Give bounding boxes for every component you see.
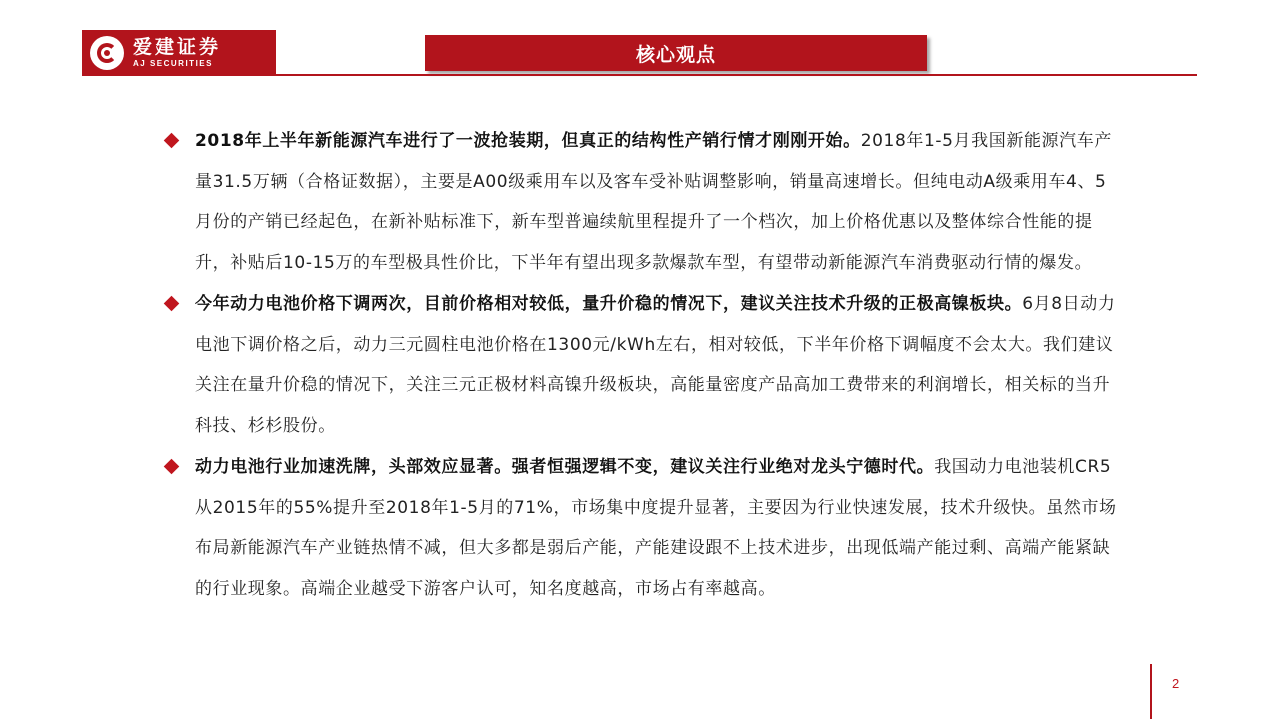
key-point-1 — [163, 121, 1123, 283]
key-point-3 — [163, 447, 1123, 609]
page-title: 核心观点 — [635, 43, 716, 66]
key-point-body: 我国动力电池装机CR5从2015年的55%提升至2018年1-5月的71%，市场集中度提升显著，主要因为行业快速发展，技术升级快。虽然市场布局新能源汽车产业链热情不减，但大多都是弱后产能，产能建设跟不上技术进步，出现低端产能过剩、高端产能紧缺的行业现象。高端企业越受下游客户认可，知名度越高，市场占有率越高。 — [195, 457, 1117, 599]
key-point-lead: 动力电池行业加速洗牌，头部效应显著。强者恒强逻辑不变，建议关注行业绝对龙头宁德时代。 — [195, 457, 935, 477]
key-point-lead: 2018年上半年新能源汽车进行了一波抢装期，但真正的结构性产销行情才刚刚开始。 — [195, 131, 861, 151]
logo-text — [133, 36, 221, 70]
company-logo — [82, 30, 276, 76]
page-number: 2 — [1172, 676, 1180, 691]
diamond-bullet-icon — [164, 133, 180, 149]
footer-divider — [1150, 664, 1152, 719]
key-point-text — [195, 447, 1123, 609]
logo-emblem-icon — [90, 36, 124, 70]
diamond-bullet-icon — [164, 459, 180, 475]
key-point-body: 2018年1-5月我国新能源汽车产量31.5万辆（合格证数据），主要是A00级乘用车以及客车受补贴调整影响，销量高速增长。但纯电动A级乘用车4、5月份的产销已经起色，在新补贴标准下，新车型普遍续航里程提升了一个档次，加上价格优惠以及整体综合性能的提升，补贴后10-15万的车型极具性价比，下半年有望出现多款爆款车型，有望带动新能源汽车消费驱动行情的爆发。 — [195, 131, 1112, 273]
key-point-body: 6月8日动力电池下调价格之后，动力三元圆柱电池价格在1300元/kWh左右，相对较低，下半年价格下调幅度不会太大。我们建议关注在量升价稳的情况下，关注三元正极材料高镍升级板块，高能量密度产品高加工费带来的利润增长，相关标的当升科技、杉杉股份。 — [195, 294, 1116, 436]
logo-name-cn: 爱建证券 — [133, 36, 222, 58]
header-divider — [276, 74, 1197, 76]
key-point-lead: 今年动力电池价格下调两次，目前价格相对较低，量升价稳的情况下，建议关注技术升级的正极高镍板块。 — [195, 294, 1023, 314]
title-banner — [425, 35, 927, 71]
logo-name-en: AJ SECURITIES — [133, 59, 213, 68]
key-point-2 — [163, 284, 1123, 446]
key-points — [163, 121, 1123, 610]
key-point-text — [195, 284, 1123, 446]
diamond-bullet-icon — [164, 296, 180, 312]
key-point-text — [195, 121, 1123, 283]
